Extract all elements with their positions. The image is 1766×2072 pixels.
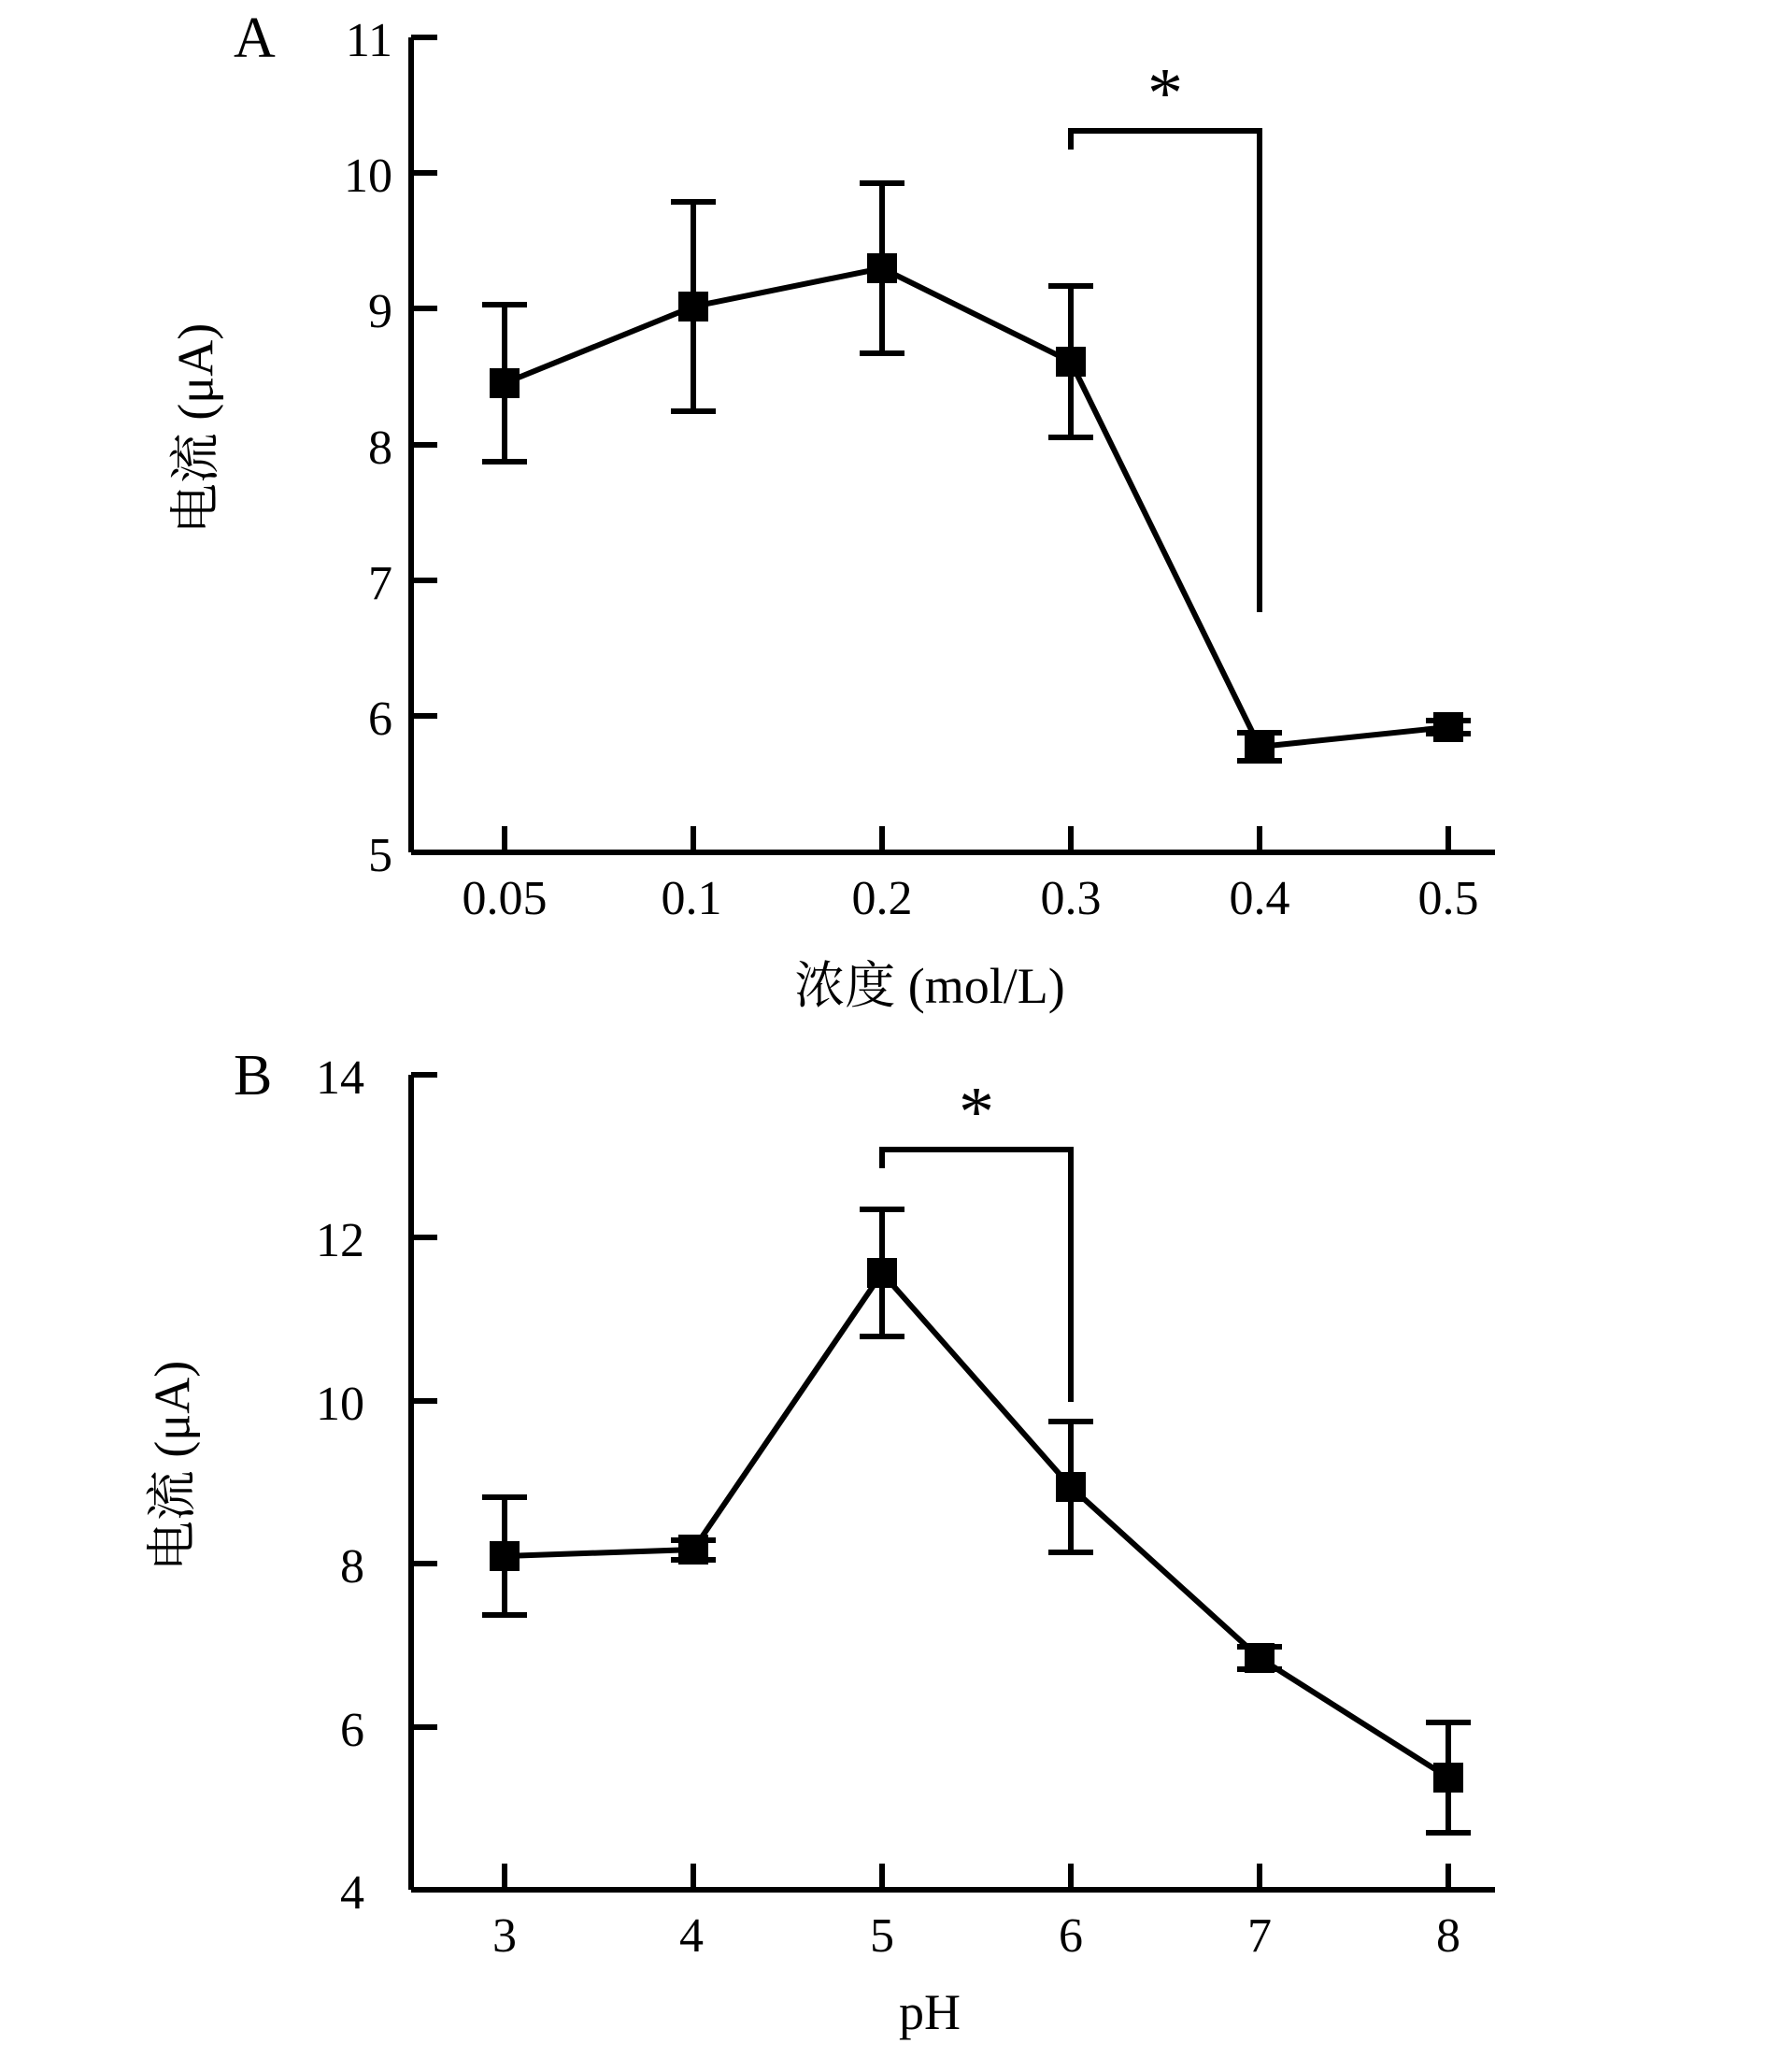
series-line-a: [505, 268, 1448, 747]
x-axis-label-b: pH: [899, 1984, 961, 2040]
series-markers-b: [490, 1258, 1463, 1793]
plot-area-b: [0, 1037, 1766, 2072]
x-tick-label: 5: [870, 1909, 894, 1963]
x-tick-label: 3: [492, 1909, 517, 1963]
y-tick-label: 9: [368, 285, 392, 338]
series-line-b: [505, 1273, 1448, 1778]
y-tick-label: 8: [340, 1540, 364, 1593]
y-tick-label: 6: [340, 1704, 364, 1757]
y-tick-label: 4: [340, 1866, 364, 1920]
y-axis-label-a: 电流 (μA): [167, 322, 224, 535]
x-tick-label: 0.3: [1040, 872, 1102, 925]
y-tick-label: 5: [368, 829, 392, 882]
x-tick-label: 4: [679, 1909, 704, 1963]
x-tick-label: 7: [1247, 1909, 1272, 1963]
chart-panel-b: [0, 1037, 1766, 2072]
x-axis-ticks-b: [505, 1864, 1448, 1890]
x-axis-label-a: 浓度 (mol/L): [794, 958, 1065, 1014]
y-tick-label: 8: [368, 422, 392, 475]
significance-asterisk-b: *: [959, 1073, 994, 1151]
x-axis-ticks-a: [505, 826, 1448, 852]
x-tick-label: 0.2: [851, 872, 913, 925]
y-tick-label: 6: [368, 693, 392, 746]
y-tick-label: 7: [368, 557, 392, 610]
y-axis-label-b: 电流 (μA): [144, 1360, 201, 1572]
significance-bracket-b: [882, 1150, 1071, 1402]
x-tick-label: 0.5: [1417, 872, 1479, 925]
error-bars-a: [482, 183, 1471, 761]
error-bars-b: [482, 1209, 1471, 1833]
x-tick-label: 0.1: [661, 872, 722, 925]
x-tick-label: 8: [1436, 1909, 1460, 1963]
x-tick-label: 0.4: [1229, 872, 1290, 925]
y-tick-label: 12: [316, 1214, 364, 1267]
y-tick-label: 10: [344, 150, 392, 203]
panel-label-b: B: [234, 1044, 273, 1107]
y-axis-ticks-b: [411, 1075, 437, 1890]
x-tick-label: 6: [1059, 1909, 1083, 1963]
y-tick-label: 11: [345, 14, 392, 67]
y-tick-label: 14: [316, 1051, 364, 1105]
y-axis-ticks-a: [411, 37, 437, 852]
y-tick-label: 10: [316, 1378, 364, 1431]
x-tick-label: 0.05: [462, 872, 548, 925]
panel-label-a: A: [234, 7, 276, 70]
significance-bracket-a: [1071, 131, 1260, 612]
significance-asterisk-a: *: [1147, 54, 1183, 133]
